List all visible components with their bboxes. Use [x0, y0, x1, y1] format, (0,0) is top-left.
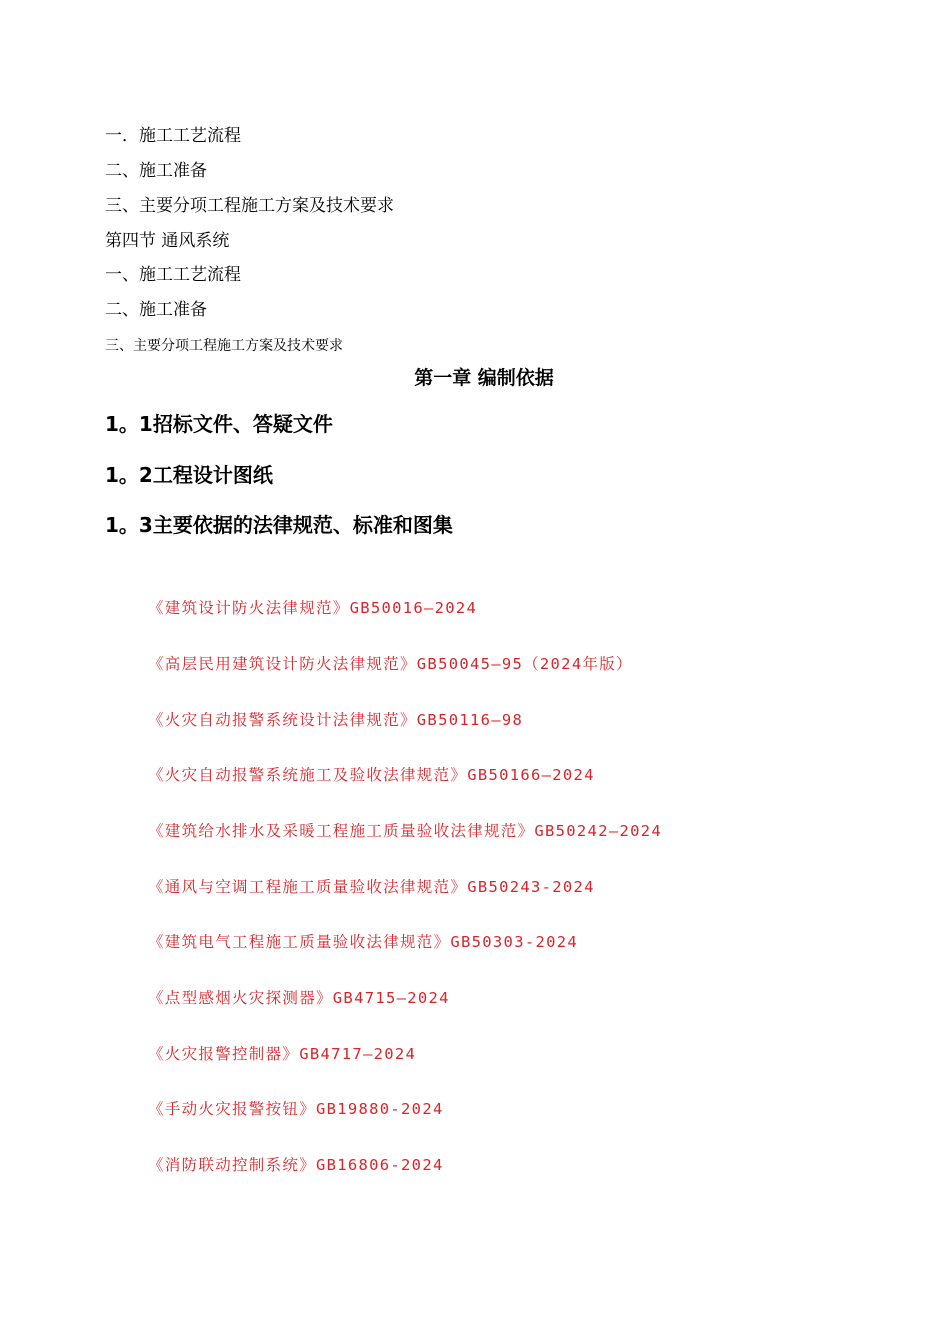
reference-item: 《通风与空调工程施工质量验收法律规范》GB50243-2024: [148, 878, 595, 896]
reference-item: 《建筑给水排水及采暖工程施工质量验收法律规范》GB50242—2024: [148, 822, 662, 840]
toc-item: 三、主要分项工程施工方案及技术要求: [105, 196, 394, 216]
reference-item: 《手动火灾报警按钮》GB19880-2024: [148, 1100, 444, 1118]
reference-item: 《建筑设计防火法律规范》GB50016—2024: [148, 599, 478, 617]
section-heading: 1。2工程设计图纸: [105, 463, 273, 487]
toc-item: 第四节 通风系统: [105, 231, 230, 251]
toc-item: 一．施工工艺流程: [105, 126, 241, 146]
toc-item: 三、主要分项工程施工方案及技术要求: [105, 338, 343, 354]
reference-item: 《点型感烟火灾探测器》GB4715—2024: [148, 989, 450, 1007]
toc-item: 一、施工工艺流程: [105, 265, 241, 285]
chapter-title: 第一章 编制依据: [414, 367, 554, 389]
section-heading: 1。1招标文件、答疑文件: [105, 412, 333, 436]
reference-item: 《建筑电气工程施工质量验收法律规范》GB50303-2024: [148, 933, 578, 951]
reference-item: 《火灾自动报警系统施工及验收法律规范》GB50166—2024: [148, 766, 595, 784]
toc-item: 二、施工准备: [105, 300, 207, 320]
section-heading: 1。3主要依据的法律规范、标准和图集: [105, 513, 453, 537]
reference-item: 《高层民用建筑设计防火法律规范》GB50045—95（2024年版）: [148, 655, 633, 673]
reference-item: 《火灾报警控制器》GB4717—2024: [148, 1045, 417, 1063]
reference-item: 《消防联动控制系统》GB16806-2024: [148, 1156, 444, 1174]
reference-item: 《火灾自动报警系统设计法律规范》GB50116—98: [148, 711, 524, 729]
toc-item: 二、施工准备: [105, 161, 207, 181]
